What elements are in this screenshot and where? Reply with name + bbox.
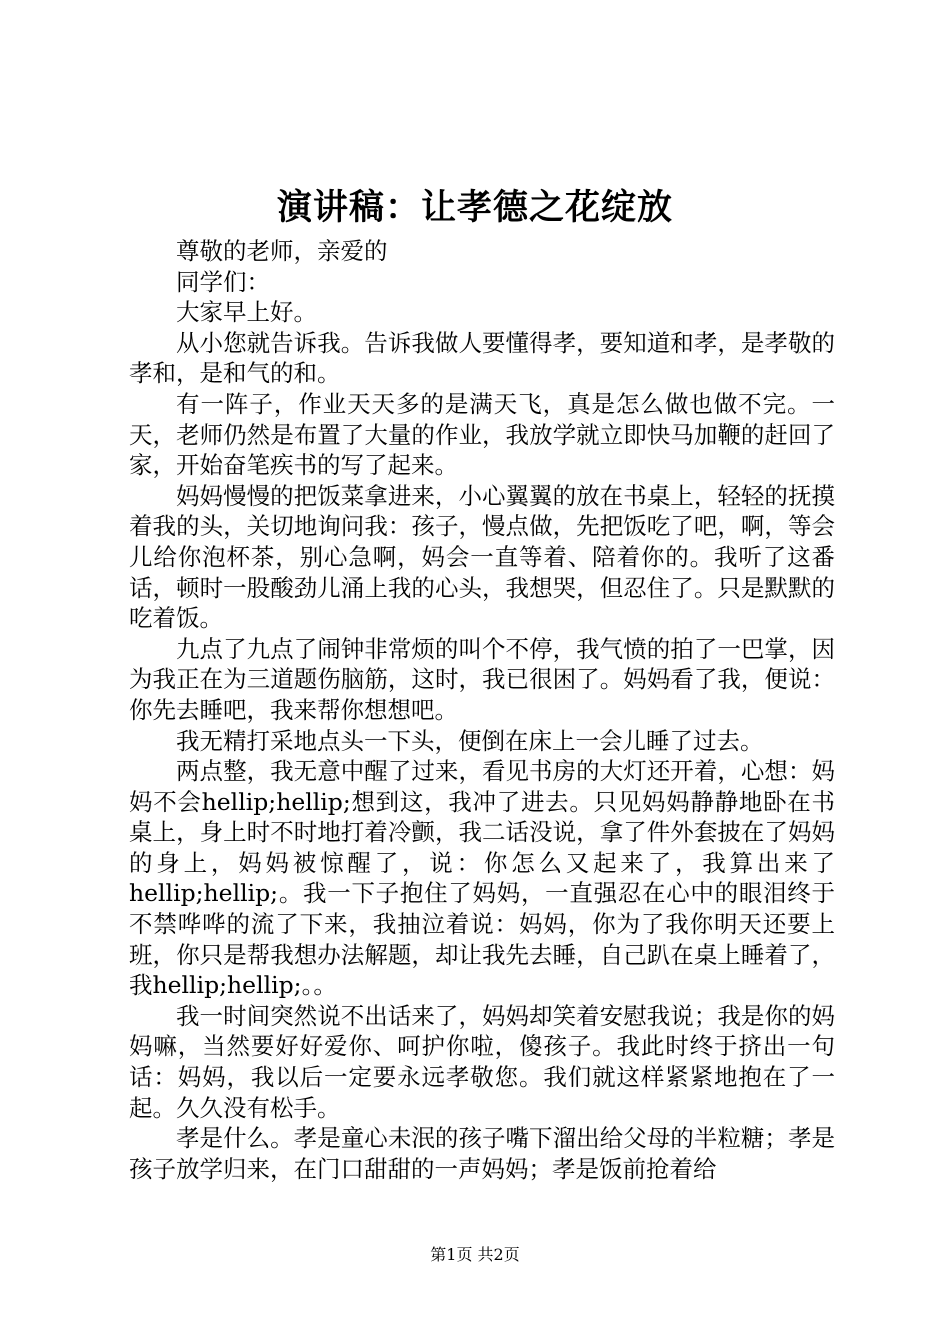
paragraph: 孝是什么。孝是童心未泯的孩子嘴下溜出给父母的半粒糖；孝是孩子放学归来，在门口甜甜的一声妈妈；孝是饭前抢着给 [129, 1124, 835, 1183]
paragraph: 我一时间突然说不出话来了，妈妈却笑着安慰我说；我是你的妈妈嘛，当然要好好爱你、呵护你啦，傻孩子。我此时终于挤出一句话：妈妈，我以后一定要永远孝敬您。我们就这样紧紧地抱在了一起。久久没有松手。 [129, 1001, 835, 1122]
paragraph: 两点整，我无意中醒了过来，看见书房的大灯还开着，心想：妈妈不会hellip;hellip;想到这，我冲了进去。只见妈妈静静地卧在书桌上，身上时不时地打着冷颤，我二话没说，拿了件外套披在了妈妈的身上，妈妈被惊醒了，说：你怎么又起来了，我算出来了hellip;hellip;。我一下子抱住了妈妈，一直强忍在心中的眼泪终于不禁哗哗的流了下来，我抽泣着说：妈妈，你为了我你明天还要上班，你只是帮我想办法解题，却让我先去睡，自己趴在桌上睡着了，我hellip;hellip;。。 [129, 757, 835, 1000]
document-body [129, 236, 835, 1184]
paragraph: 九点了九点了闹钟非常烦的叫个不停，我气愤的拍了一巴掌，因为我正在为三道题伤脑筋，这时，我已很困了。妈妈看了我，便说：你先去睡吧，我来帮你想想吧。 [129, 634, 835, 724]
paragraph: 尊敬的老师，亲爱的 [176, 237, 388, 265]
paragraph: 从小您就告诉我。告诉我做人要懂得孝，要知道和孝，是孝敬的孝和，是和气的和。 [129, 328, 835, 388]
paragraph: 有一阵子，作业天天多的是满天飞，真是怎么做也做不完。一天，老师仍然是布置了大量的作业，我放学就立即快马加鞭的赶回了家，开始奋笔疾书的写了起来。 [129, 389, 835, 480]
page-footer: 第1页 共2页 [430, 1245, 520, 1264]
paragraph: 同学们： [176, 267, 270, 296]
document-title: 演讲稿：让孝德之花绽放 [276, 187, 673, 228]
paragraph: 我无精打采地点头一下头，便倒在床上一会儿睡了过去。 [176, 726, 764, 755]
paragraph: 妈妈慢慢的把饭菜拿进来，小心翼翼的放在书桌上，轻轻的抚摸着我的头，关切地询问我：孩子，慢点做，先把饭吃了吧，啊，等会儿给你泡杯茶，别心急啊，妈会一直等着、陪着你的。我听了这番话，顿时一股酸劲儿涌上我的心头，我想哭，但忍住了。只是默默的吃着饭。 [129, 481, 835, 633]
paragraph: 大家早上好。 [176, 298, 317, 327]
